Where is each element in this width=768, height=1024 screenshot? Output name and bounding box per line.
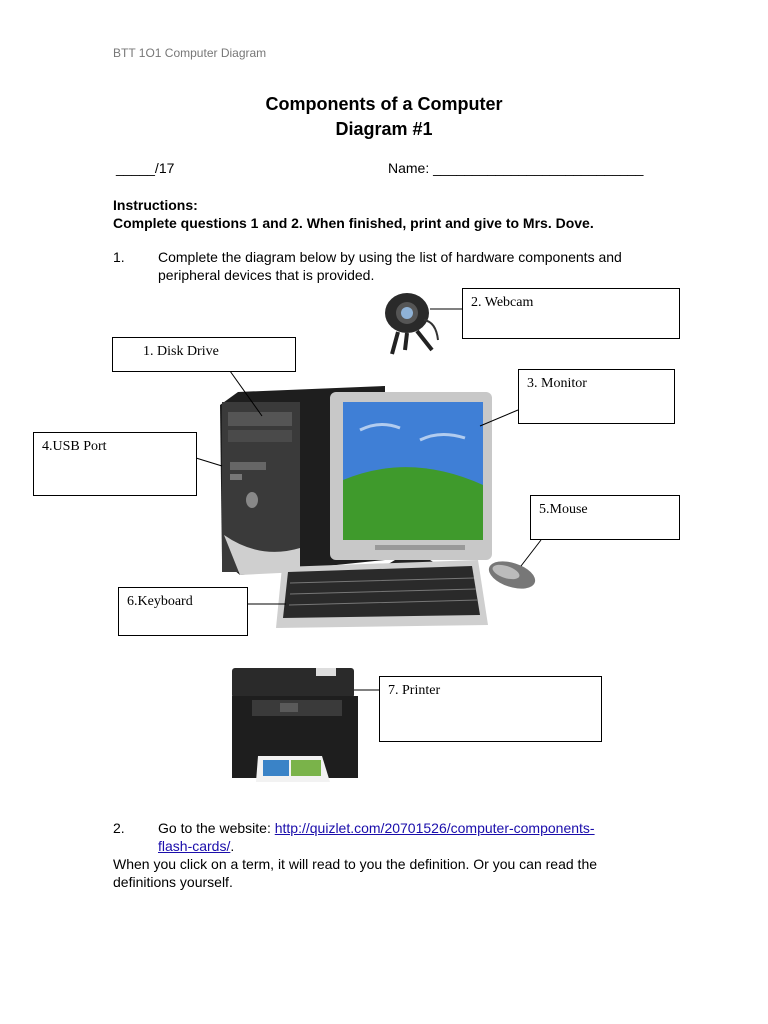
question-2-followup: When you click on a term, it will read to you the definition. Or you can read the definitions yourself. <box>113 856 598 890</box>
question-2-prefix: Go to the website: <box>158 820 275 836</box>
label-box-disk-drive[interactable]: 1. Disk Drive <box>112 337 296 372</box>
quizlet-link-part-2[interactable]: flash-cards/ <box>158 838 231 854</box>
monitor-image <box>330 392 492 572</box>
question-1-number: 1. <box>113 249 125 265</box>
question-2 <box>113 819 653 855</box>
question-1-text: Complete the diagram below by using the list of hardware components and peripheral devices that is provided. <box>158 249 622 283</box>
mouse-image <box>485 556 538 594</box>
question-2-number: 2. <box>113 820 125 836</box>
label-box-usb-port[interactable]: 4.USB Port <box>33 432 197 496</box>
quizlet-link-part-1[interactable]: http://quizlet.com/20701526/computer-components- <box>274 820 595 836</box>
question-2-suffix: . <box>230 838 235 854</box>
name-field: Name: ___________________________ <box>388 160 644 176</box>
label-box-monitor[interactable]: 3. Monitor <box>518 369 675 424</box>
printer-image <box>232 668 358 782</box>
score-field: _____/17 <box>116 160 175 176</box>
instructions-text: Complete questions 1 and 2. When finished, print and give to Mrs. Dove. <box>113 215 594 231</box>
instructions-heading: Instructions: <box>113 197 198 213</box>
title-line-2: Diagram #1 <box>335 119 433 139</box>
label-box-webcam[interactable]: 2. Webcam <box>462 288 680 339</box>
webcam-image <box>385 293 438 354</box>
title-line-1: Components of a Computer <box>265 94 503 114</box>
question-2-text <box>158 819 648 855</box>
keyboard-image <box>276 560 488 628</box>
document-header: BTT 1O1 Computer Diagram <box>113 46 267 60</box>
label-box-keyboard[interactable]: 6.Keyboard <box>118 587 248 636</box>
label-box-printer[interactable]: 7. Printer <box>379 676 602 742</box>
label-box-mouse[interactable]: 5.Mouse <box>530 495 680 540</box>
